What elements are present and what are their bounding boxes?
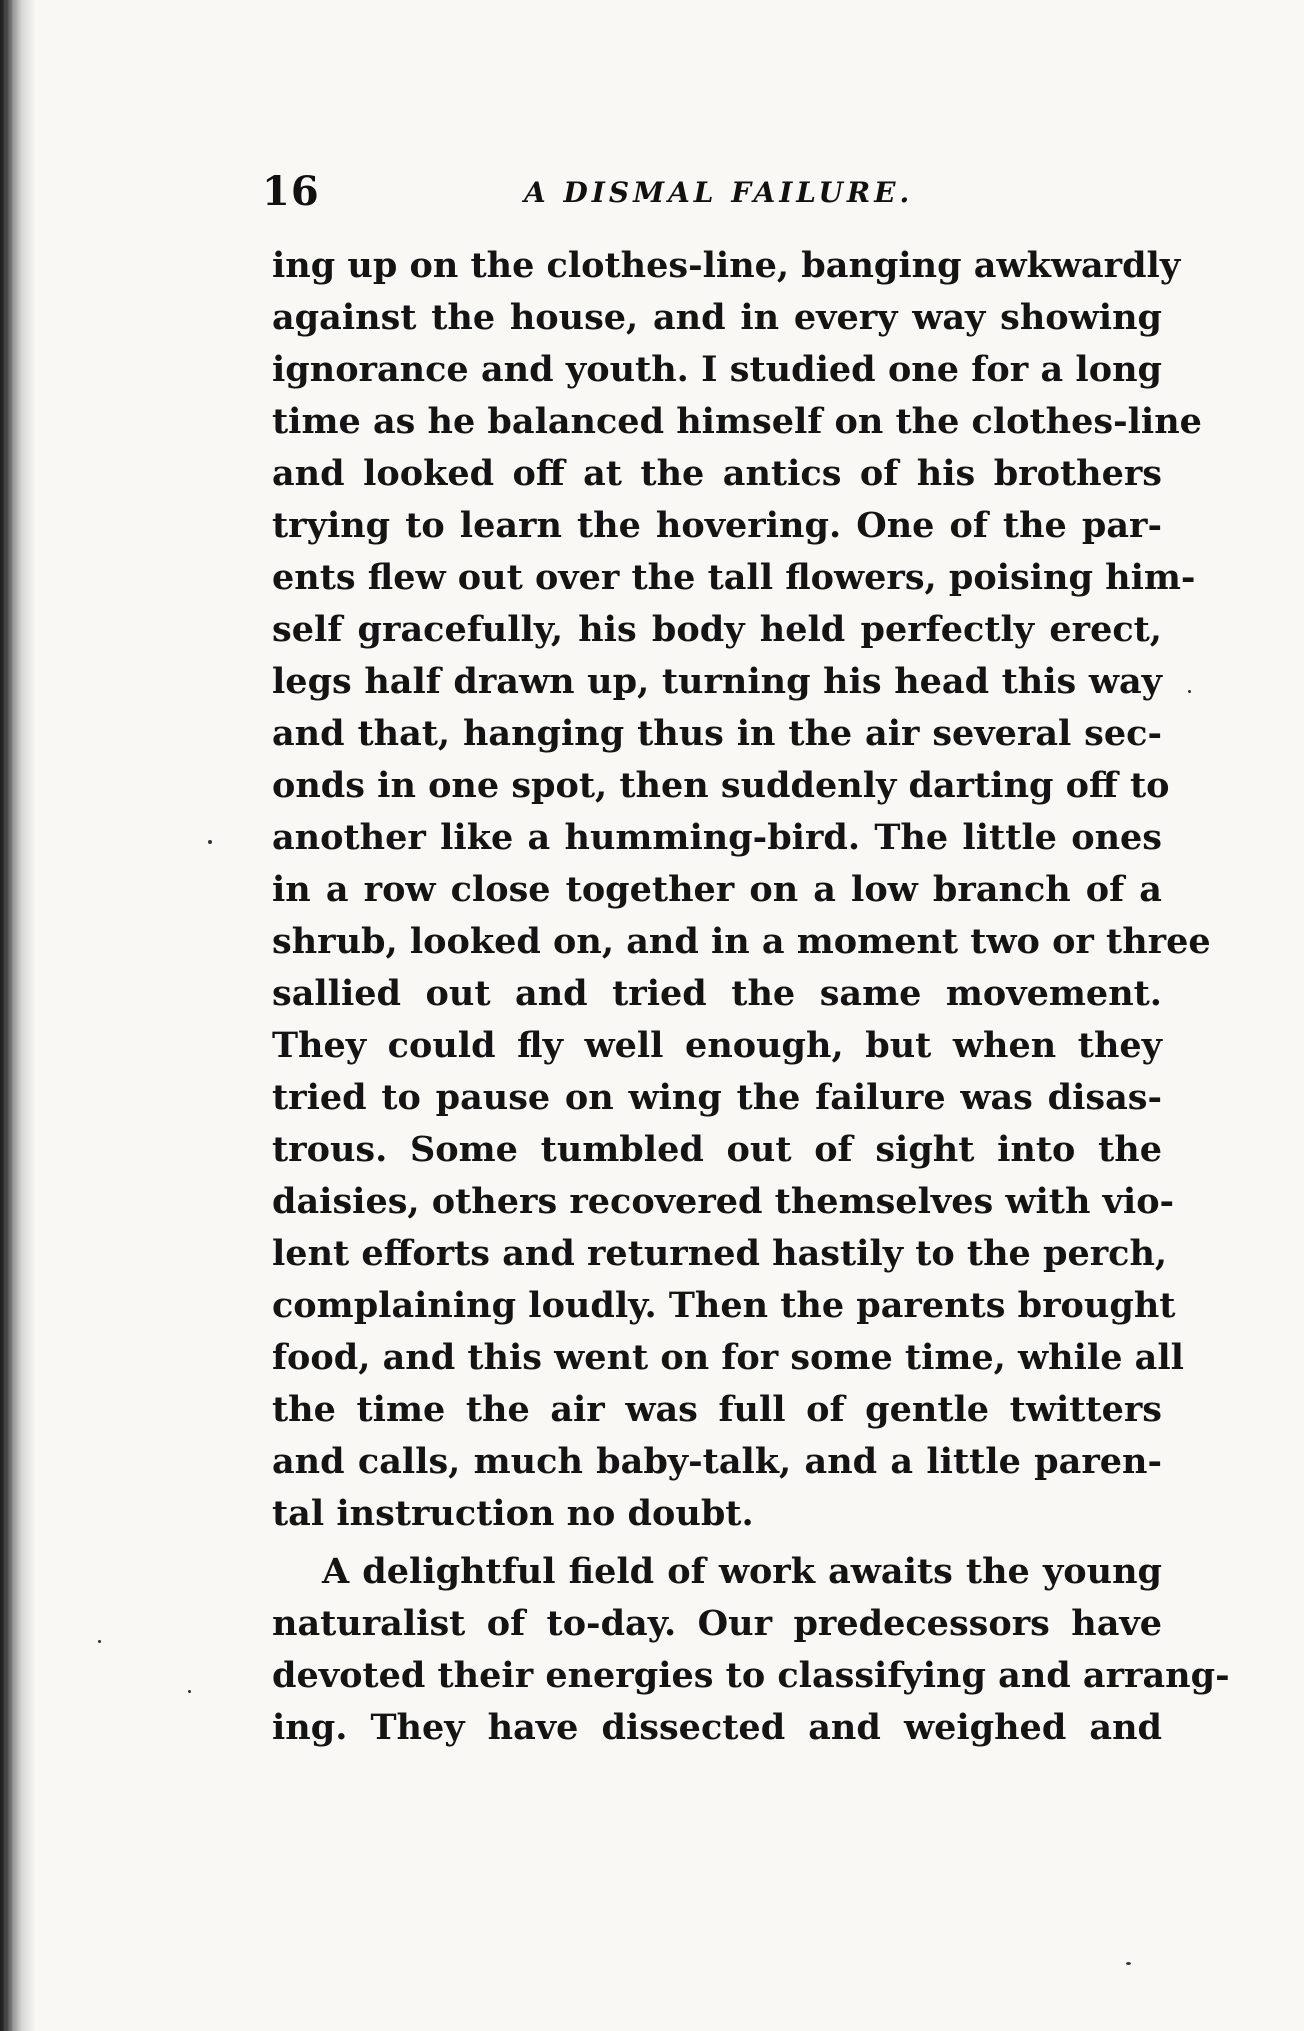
text-line: trous. Some tumbled out of sight into the (272, 1129, 1162, 1170)
spine-streak (10, 0, 12, 2031)
text-line: sallied out and tried the same movement. (272, 973, 1162, 1014)
page-number: 16 (262, 168, 320, 215)
body-text (272, 240, 1230, 1754)
text-line: another like a humming-bird. The little ones (272, 817, 1162, 858)
text-line: ing. They have dissected and weighed and (272, 1707, 1162, 1748)
text-line: food, and this went on for some time, while all (272, 1337, 1184, 1378)
text-line: onds in one spot, then suddenly darting off to (272, 765, 1170, 806)
page-header (262, 168, 1162, 228)
print-speck (1126, 1962, 1131, 1965)
text-line: and that, hanging thus in the air several sec- (272, 713, 1162, 754)
text-line: trying to learn the hovering. One of the par- (272, 505, 1162, 546)
text-line: devoted their energies to classifying and arrang- (272, 1655, 1230, 1696)
text-line: shrub, looked on, and in a moment two or three (272, 921, 1211, 962)
text-line: A delightful field of work awaits the young (322, 1551, 1162, 1592)
text-line: self gracefully, his body held perfectly erect, (272, 609, 1162, 650)
text-line: lent efforts and returned hastily to the perch, (272, 1233, 1168, 1274)
print-speck (208, 840, 212, 844)
text-line: ents flew out over the tall flowers, poising him- (272, 557, 1196, 598)
text-line: tried to pause on wing the failure was disas- (272, 1077, 1162, 1118)
text-line: ignorance and youth. I studied one for a long (272, 349, 1162, 390)
text-line: They could fly well enough, but when they (272, 1025, 1162, 1066)
text-line: tal instruction no doubt. (272, 1493, 754, 1534)
text-line: daisies, others recovered themselves with vio- (272, 1181, 1175, 1222)
text-line: the time the air was full of gentle twitters (272, 1389, 1162, 1430)
text-line: and looked off at the antics of his brothers (272, 453, 1162, 494)
text-line: complaining loudly. Then the parents brought (272, 1285, 1176, 1326)
print-speck (98, 1640, 101, 1643)
spine-streak (4, 0, 6, 2031)
text-line: and calls, much baby-talk, and a little paren- (272, 1441, 1162, 1482)
text-line: naturalist of to-day. Our predecessors have (272, 1603, 1162, 1644)
text-line: in a row close together on a low branch of a (272, 869, 1162, 910)
text-line: ing up on the clothes-line, banging awkwardly (272, 245, 1181, 286)
text-line: legs half drawn up, turning his head this way (272, 661, 1162, 702)
running-title: A DISMAL FAILURE. (524, 176, 914, 209)
print-speck (1188, 690, 1191, 693)
print-speck (188, 1690, 191, 1693)
text-line: time as he balanced himself on the clothes-line (272, 401, 1202, 442)
text-line: against the house, and in every way showing (272, 297, 1162, 338)
